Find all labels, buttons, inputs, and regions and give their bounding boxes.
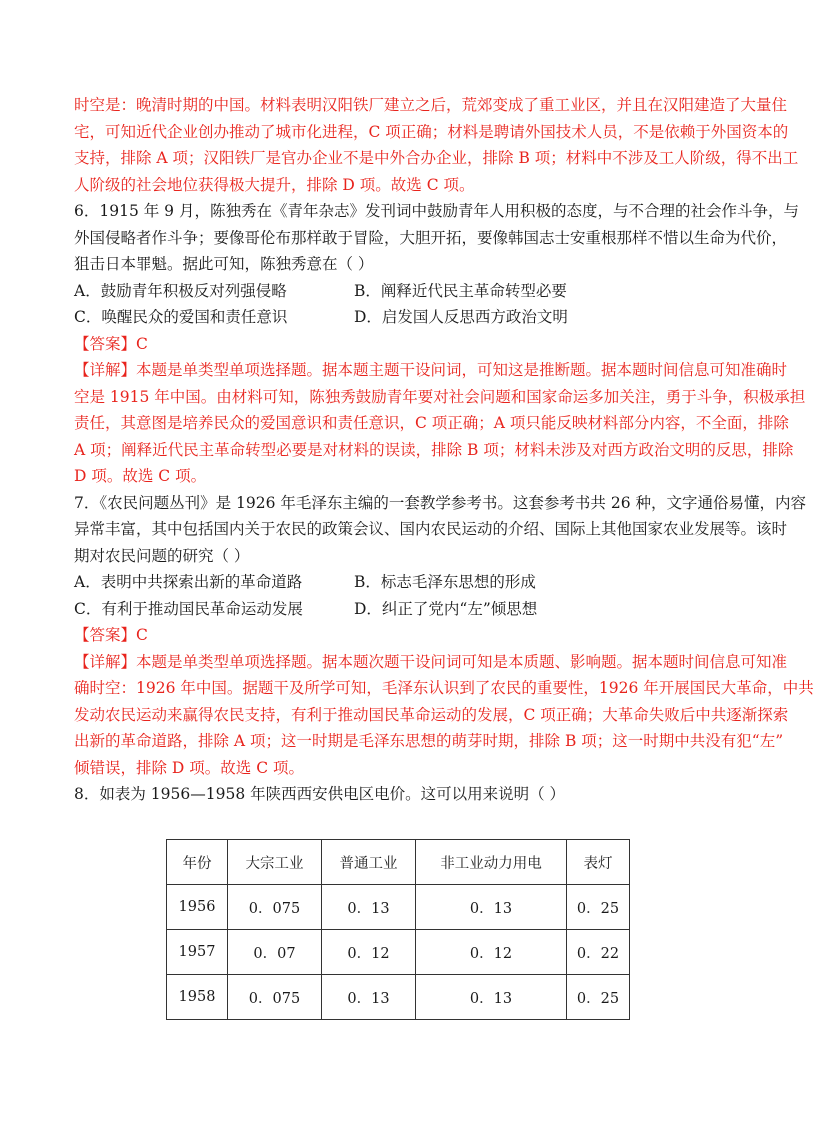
- table-cell: 0．12: [416, 930, 567, 975]
- table-row: [167, 885, 630, 930]
- header-cell-year: 年份: [167, 840, 228, 885]
- explanation-line: 人阶级的社会地位获得极大提升，排除 D 项。故选 C 项。: [74, 175, 475, 194]
- table-cell: 0．13: [322, 885, 416, 930]
- q6-stem-line: 外国侵略者作斗争；要像哥伦布那样敢于冒险，大胆开拓，要像韩国志士安重根那样不惜以生命为代价，: [74, 228, 788, 247]
- table-header-row: [167, 840, 630, 885]
- q6-options-row: [74, 304, 730, 331]
- header-cell-non-industrial-power: 非工业动力用电: [416, 840, 567, 885]
- table-cell: 0．25: [567, 885, 630, 930]
- q7-answer: 【答案】C: [74, 626, 148, 644]
- explanation-line: D 项。故选 C 项。: [74, 467, 207, 485]
- q6-stem-line: 6．1915 年 9 月，陈独秀在《青年杂志》发刊词中鼓励青年人用积极的态度，与不合理的社会作斗争，与: [74, 202, 799, 220]
- q7-option-b: B．标志毛泽东思想的形成: [354, 573, 536, 591]
- explanation-line: 责任，其意图是培养民众的爱国意识和责任意识，C 项正确；A 项只能反映材料部分内容，不全面，排除: [74, 414, 789, 432]
- q6-answer: 【答案】C: [74, 334, 148, 353]
- table-cell: 0．075: [228, 975, 322, 1020]
- explanation-line: 时空是：晚清时期的中国。材料表明汉阳铁厂建立之后，荒郊变成了重工业区，并且在汉阳建造了大量住: [74, 96, 788, 114]
- explanation-line: 出新的革命道路，排除 A 项；这一时期是毛泽东思想的萌芽时期，排除 B 项；这一时期中共没有犯“左”: [74, 732, 784, 750]
- q6-options-row: [74, 278, 730, 305]
- explanation-line: 发动农民运动来赢得农民支持，有利于推动国民革命运动的发展，C 项正确；大革命失败后中共逐渐探索: [74, 705, 789, 724]
- explanation-line: 空是 1915 年中国。由材料可知，陈独秀鼓励青年要对社会问题和国家命运多加关注，勇于斗争，积极承担: [74, 387, 806, 406]
- table-cell: 1958: [167, 975, 228, 1020]
- table-row: [167, 975, 630, 1020]
- electricity-price-table: [166, 839, 630, 1020]
- q6-explanation: [74, 357, 806, 490]
- q6-option-a: A．鼓励青年积极反对列强侵略: [74, 281, 287, 300]
- table-row: [167, 930, 630, 975]
- table-cell: 0．12: [322, 930, 416, 975]
- q7-stem-line: 7．《农民问题丛刊》是 1926 年毛泽东主编的一套教学参考书。这套参考书共 26 种，文字通俗易懂，内容: [74, 493, 806, 512]
- header-cell-lighting: 表灯: [567, 840, 630, 885]
- table-cell: 1957: [167, 930, 228, 975]
- q6-option-c: C．唤醒民众的爱国和责任意识: [74, 308, 288, 326]
- q7-option-d: D．纠正了党内“左”倾思想: [354, 599, 538, 618]
- q7-stem-line: 异常丰富，其中包括国内关于农民的政策会议、国内农民运动的介绍、国际上其他国家农业发展等。该时: [74, 520, 788, 538]
- question-7: [74, 490, 814, 782]
- q7-explanation: [74, 649, 814, 782]
- table-cell: 0．13: [322, 975, 416, 1020]
- explanation-line: 确时空：1926 年中国。据题干及所学可知，毛泽东认识到了农民的重要性，1926 年开展国民大革命，中共: [74, 679, 814, 697]
- explanation-line: 倾错误，排除 D 项。故选 C 项。: [74, 758, 304, 777]
- table-cell: 0．13: [416, 885, 567, 930]
- question-8: [74, 781, 730, 808]
- table-cell: 0．075: [228, 885, 322, 930]
- header-cell-general-industry: 普通工业: [322, 840, 416, 885]
- q6-stem-line: 狙击日本罪魁。据此可知，陈独秀意在（ ）: [74, 255, 374, 273]
- explanation-line: 支持，排除 A 项；汉阳铁厂是官办企业不是中外合办企业，排除 B 项；材料中不涉及工人阶级，得不出工: [74, 149, 799, 167]
- explanation-line: A 项；阐释近代民主革命转型必要是对材料的误读，排除 B 项；材料未涉及对西方政治文明的反思，排除: [74, 440, 794, 459]
- table-cell: 0．07: [228, 930, 322, 975]
- q5-explanation: [74, 92, 799, 198]
- table-cell: 0．22: [567, 930, 630, 975]
- question-6: [74, 198, 806, 490]
- q7-options-row: [74, 569, 730, 596]
- document-page: [74, 92, 814, 808]
- explanation-line: 【详解】本题是单类型单项选择题。据本题次题干设问词可知是本质题、影响题。据本题时间信息可知准: [74, 652, 788, 671]
- table-cell: 1956: [167, 885, 228, 930]
- header-cell-bulk-industry: 大宗工业: [228, 840, 322, 885]
- q7-option-a: A．表明中共探索出新的革命道路: [74, 573, 303, 591]
- q8-stem: 8．如表为 1956—1958 年陕西西安供电区电价。这可以用来说明（ ）: [74, 785, 566, 803]
- q6-option-d: D．启发国人反思西方政治文明: [354, 308, 568, 326]
- q6-option-b: B．阐释近代民主革命转型必要: [354, 281, 567, 300]
- q7-options-row: [74, 596, 730, 623]
- q7-stem-line: 期对农民问题的研究（ ）: [74, 546, 250, 565]
- explanation-line: 宅，可知近代企业创办推动了城市化进程，C 项正确；材料是聘请外国技术人员，不是依赖于外国资本的: [74, 122, 789, 141]
- q7-option-c: C．有利于推动国民革命运动发展: [74, 599, 303, 618]
- explanation-line: 【详解】本题是单类型单项选择题。据本题主题干设问词，可知这是推断题。据本题时间信息可知准确时: [74, 361, 788, 379]
- table-cell: 0．25: [567, 975, 630, 1020]
- table-cell: 0．13: [416, 975, 567, 1020]
